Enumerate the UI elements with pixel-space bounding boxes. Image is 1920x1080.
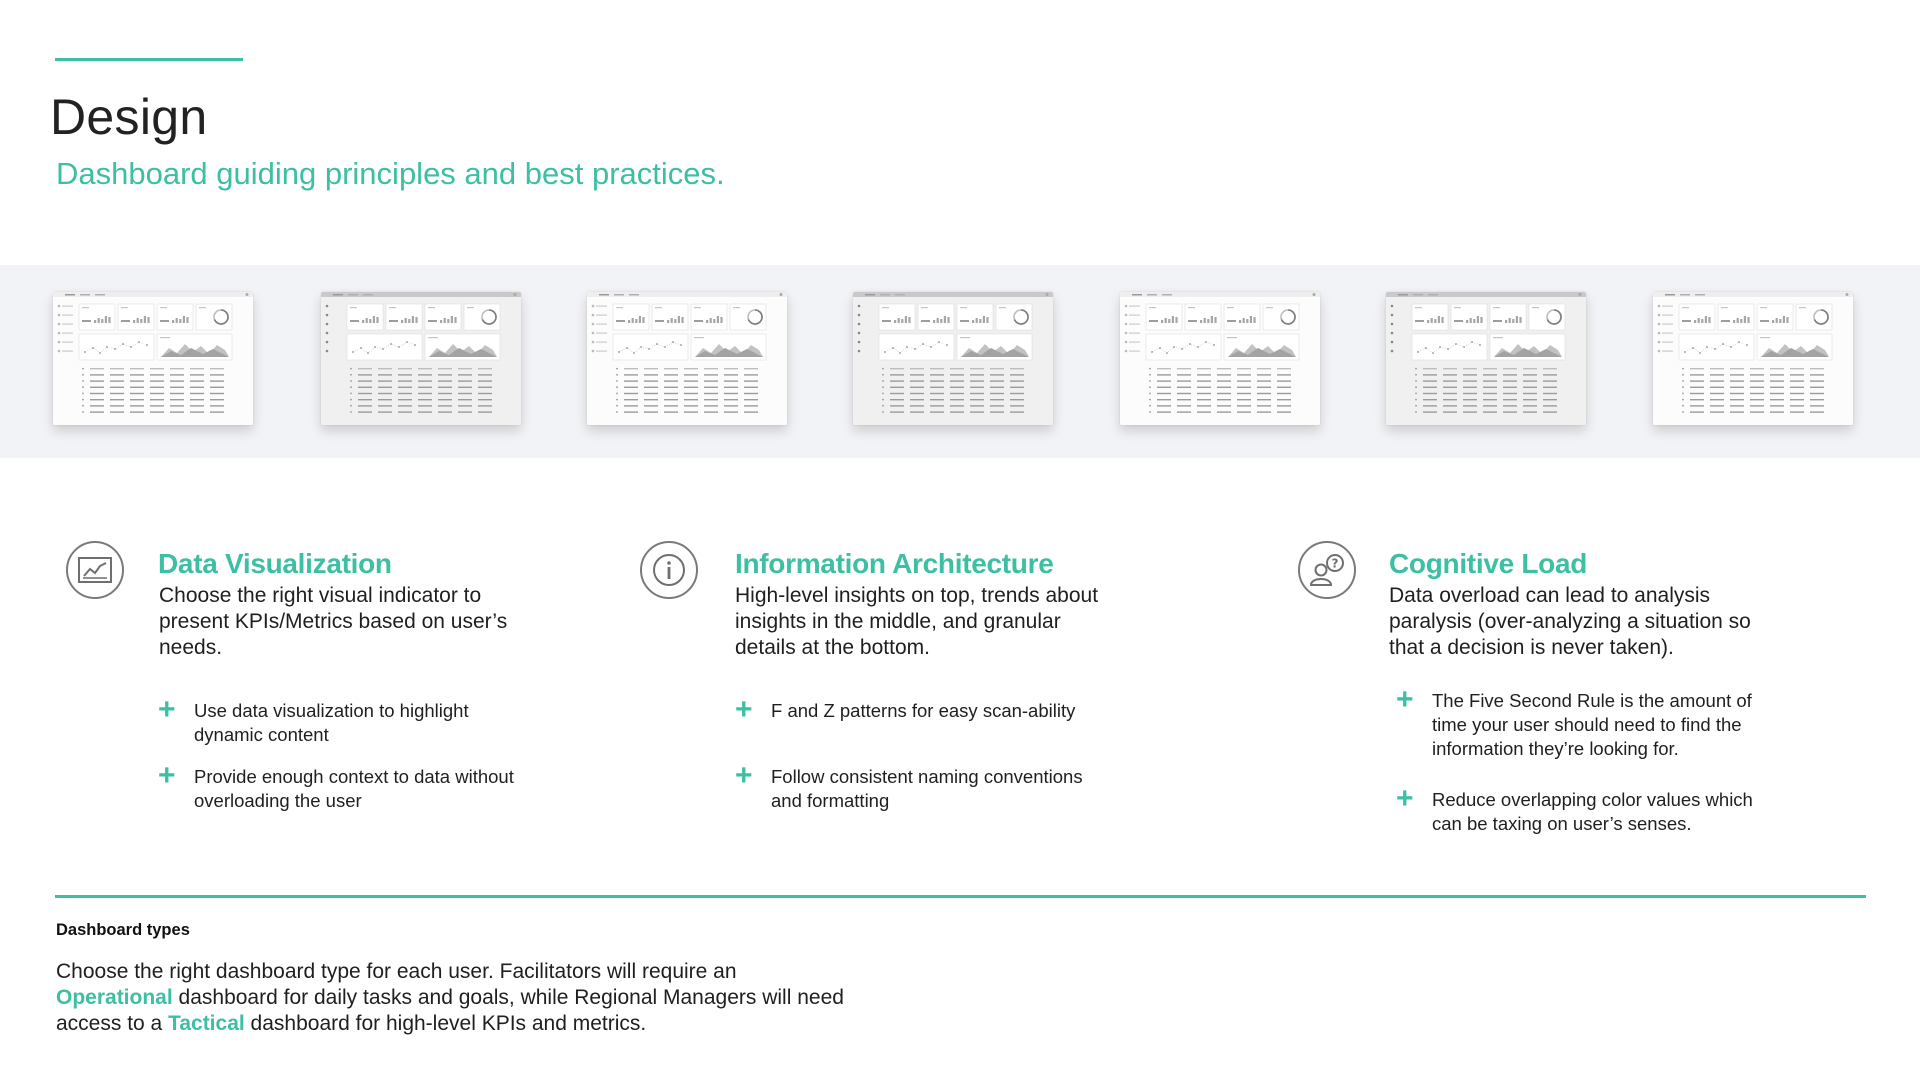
dashboard-thumbnail [1386,292,1586,425]
bullet-item: + The Five Second Rule is the amount of time your user should need to find the information they’re looking for. [1396,683,1752,759]
principle-description: Data overload can lead to analysis paralysis (over-analyzing a situation so that a decision is never taken). [1389,584,1751,659]
bullet-item: + Use data visualization to highlight dynamic content [158,693,469,745]
plus-icon: + [158,759,176,792]
dashboard-types-body: Choose the right dashboard type for each user. Facilitators will require an Operational dashboard for daily tasks and goals, while Regional Managers will need access to a Tactical dashboard for high-level KPIs and metrics. [56,960,844,1035]
principle-title-data-visualization: Data Visualization [158,548,392,579]
page-subtitle: Dashboard guiding principles and best practices. [56,156,725,191]
principle-title-cognitive-load: Cognitive Load [1389,548,1588,579]
dashboard-thumbnail-strip [0,265,1920,458]
line-chart-icon [66,541,124,599]
dashboard-thumbnail [1653,292,1853,425]
user-question-icon [1298,541,1356,599]
plus-icon: + [158,693,176,726]
svg-text:?: ? [1331,556,1339,571]
dashboard-thumbnail [53,292,253,425]
plus-icon: + [735,693,753,726]
dashboard-types-heading: Dashboard types [56,921,190,939]
dashboard-thumbnail [587,292,787,425]
dashboard-thumbnail [1120,292,1320,425]
plus-icon: + [1396,683,1414,716]
principle-description: High-level insights on top, trends about insights in the middle, and granular details at the bottom. [735,584,1099,659]
bullet-item: + Provide enough context to data without overloading the user [158,759,514,811]
operational-highlight: Operational [56,986,173,1009]
page-title: Design [50,89,208,145]
plus-icon: + [1396,782,1414,815]
header-accent-rule [55,58,243,61]
section-divider [55,895,1866,898]
principle-title-information-architecture: Information Architecture [735,548,1054,579]
bullet-item: + Follow consistent naming conventions and formatting [735,759,1083,811]
bullet-item: + Reduce overlapping color values which can be taxing on user’s senses. [1396,782,1753,834]
dashboard-thumbnail [321,292,521,425]
plus-icon: + [735,759,753,792]
dashboard-thumbnail [853,292,1053,425]
info-icon [640,541,698,599]
bullet-item: + F and Z patterns for easy scan-ability [735,693,1076,726]
tactical-highlight: Tactical [168,1012,245,1035]
principle-description: Choose the right visual indicator to present KPIs/Metrics based on user’s needs. [159,584,508,659]
